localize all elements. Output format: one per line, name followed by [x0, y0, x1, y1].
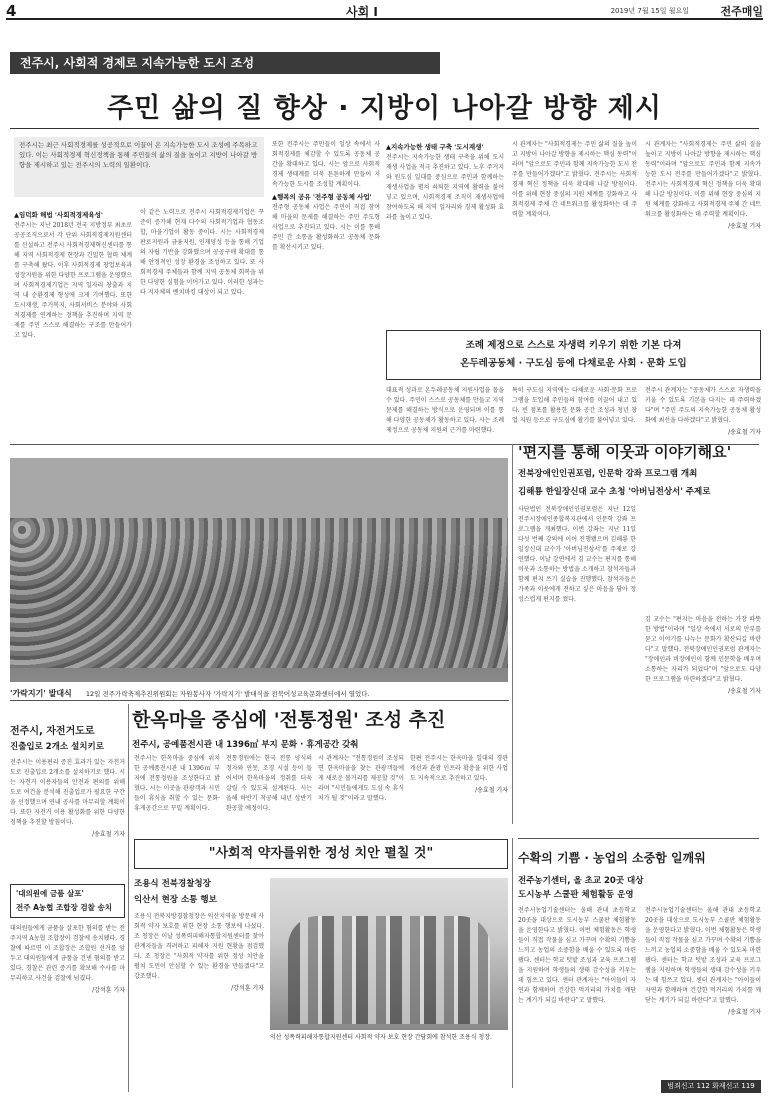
section-name: 사회 Ⅰ: [346, 5, 378, 19]
weak-subhead-2: 익산서 현장 소통 행보: [134, 895, 217, 905]
story1-col2-text: 이 같은 노력으로 전주시 사회적경제기업은 꾸준히 증가해 현재 다수의 사회적기업과 협동조합, 마을기업이 활동 중이다. 시는 사회적경제 판로지원과 금융지원, 인재양성 등을 통해 기업의 자립 기반을 강화했으며 공공구매 확대를 통해 안정적인 성장 환경을 조성하고 있다. 또 사회적경제 주체들과 함께 지역 공동체 회복을 위한 다양한 실험을 이어가고 있다. 이러한 성과는 타 지자체의 벤치마킹 대상이 되고 있다.: [140, 209, 264, 296]
story1-column-5: [512, 140, 637, 325]
harvest-subhead-2: 도시농부 스쿨판 체험활동 운영: [518, 890, 634, 900]
harvest-subhead-1: 전주농기센터, 올 초교 20곳 대상: [518, 876, 644, 886]
story1-subhead-2: ▲행복의 공유 '전주형 공동체 사업': [272, 193, 372, 201]
ordinance-title-1: 조례 제정으로 스스로 자생력 키우기 위한 기본 다져: [465, 340, 682, 351]
story1-col3-text: 또한 전주시는 주민들이 일상 속에서 사회적경제를 체감할 수 있도록 공동체 공간을 확대하고 있다. 시는 앞으로 사회적경제 생태계를 더욱 튼튼하게 만들어 지속가능한 도시를 조성할 계획이다.: [272, 141, 380, 188]
letters-column-2: [645, 615, 761, 815]
emergency-footer: 범죄신고 112 화재신고 119: [661, 1080, 761, 1093]
story1-subhead-3: ▲지속가능한 생태 구축 '도시재생': [386, 143, 484, 151]
bike-subhead: 진출입로 2개소 설치키로: [10, 742, 104, 752]
hanok-column-2: [226, 754, 312, 832]
weak-body-text: 조용식 전북지방경찰청장은 익산지역을 방문해 사회적 약자 보호를 위한 현장 소통 행보에 나섰다. 조 청장은 이날 성폭력피해자통합지원센터를 찾아 관계자들을 격려하고 피해자 지원 현황을 점검했다. 조 청장은 "사회적 약자를 위한 정성 치안을 펼쳐 도민이 안심할 수 있는 환경을 만들겠다"고 강조했다.: [134, 913, 264, 980]
story1-col3b-text: 전주형 공동체 사업은 주민이 직접 참여해 마을의 문제를 해결하는 주민 주도형 사업으로 추진되고 있다. 시는 이를 통해 주민 간 소통을 활성화하고 공동체 문화를 확산시키고 있다.: [272, 204, 380, 251]
event-photo-caption: [10, 688, 508, 699]
letters-subhead-2: 김해룡 한일장신대 교수 초청 '아버님전상서' 주제로: [518, 487, 711, 497]
headline-divider: [10, 128, 759, 129]
photo-group: [288, 916, 490, 1024]
photo-caption-text: 12일 전주가락축제추진위원회는 자원봉사자 '가락지기' 발대식을 전북어성교육문화센터에서 열었다.: [85, 690, 370, 698]
letters-col2-text: 김 교수는 "편지는 마음을 전하는 가장 따뜻한 방법"이라며 "일상 속에서 서로의 안부를 묻고 이야기를 나누는 문화가 확산되길 바란다"고 말했다. 전북장애인인권포럼 관계자는 "장애인과 비장애인이 함께 인문학을 배우며 소통하는 자리가 되었다"며 "앞으로도 다양한 프로그램을 마련하겠다"고 밝혔다.: [645, 616, 761, 683]
ordinance-column-2: [512, 386, 637, 436]
harvest-col1-text: 전주시농업기술센터는 올해 관내 초등학교 20곳을 대상으로 도시농부 스쿨판 체험활동을 운영한다고 밝혔다. 이번 체험활동은 학생들이 직접 작물을 심고 가꾸며 수확의 기쁨을 느끼고 농업의 소중함을 배울 수 있도록 마련됐다. 센터는 학교 텃밭 조성과 교육 프로그램을 지원하며 학생들의 생태 감수성을 키우는 데 힘쓰고 있다. 센터 관계자는 "아이들이 자연과 함께하며 건강한 먹거리의 가치를 깨닫는 계기가 되길 바란다"고 말했다.: [518, 907, 636, 1004]
hanok-column-3: [318, 754, 404, 832]
weak-byline: /강석훈 기자: [231, 985, 264, 992]
story1-col5-text: 시 관계자는 "사회적경제는 주민 삶의 질을 높이고 지방이 나아갈 방향을 제시하는 핵심 동력"이라며 "앞으로도 주민과 함께 지속가능한 도시 전주를 만들어가겠다"고 밝혔다. 전주시는 사회적경제 혁신 정책을 더욱 확대해 나갈 방침이다. 이를 위해 현장 중심의 지원 체계를 강화하고 사회적경제 주체 간 네트워크를 활성화하는 데 주력할 계획이다.: [512, 141, 637, 218]
main-headline: 주민 삶의 질 향상 · 지방이 나아갈 방향 제시: [107, 93, 662, 124]
story1-byline: /송효철 기자: [728, 223, 761, 230]
hanok-col4-text: 한편 전주시는 한옥마을 일대의 경관 개선과 관광 인프라 확충을 위한 사업도 지속적으로 추진하고 있다.: [410, 755, 508, 782]
police-photo-caption: 익산 성폭력피해자통합지원센터 사회적 약자 보호 현장 간담회에 참석한 조용식 청장.: [270, 1034, 492, 1041]
bike-body: [10, 758, 125, 838]
harvest-headline: 수확의 기쁨 · 농업의 소중함 일깨워: [518, 851, 706, 865]
photo-crowd: [10, 518, 508, 668]
story-banner: 전주시, 사회적 경제로 지속가능한 도시 조성: [10, 52, 440, 74]
ordinance-byline: /송효철 기자: [728, 429, 761, 436]
ordinance-title-2: 온두레공동체 · 구도심 등에 다채로운 사회 · 문화 도입: [460, 358, 687, 369]
harvest-column-2: [645, 906, 761, 1074]
hanok-column-1: [134, 754, 220, 832]
paper-name: 전주매일: [720, 5, 763, 18]
column-rule-left: [128, 704, 129, 1092]
ordinance-title-box: [386, 330, 761, 380]
hanok-col3-text: 시 관계자는 "전통정원이 조성되면 한옥마을을 찾는 관광객들에게 새로운 볼거리를 제공할 것"이라며 "시민들에게도 도심 속 휴식처가 될 것"이라고 말했다.: [318, 755, 404, 802]
letters-col1-text: 사단법인 전북장애인인권포럼은 지난 12일 전주시장애인종합복지관에서 인문학 강좌 프로그램을 개최했다. 이번 강좌는 지난 11일 다섯 번째 강의에 이어 진행됐으며 김해룡 한일장신대 교수가 '아버님전상서'를 주제로 강연했다. 이날 강연에서 김 교수는 편지를 통해 이웃과 소통하는 방법을 소개하고 참석자들과 함께 편지 쓰기 실습을 진행했다. 참석자들은 가족과 이웃에게 전하고 싶은 마음을 담아 정성스럽게 편지를 썼다.: [518, 506, 636, 603]
story-lead: 전주시는 최근 사회적경제를 성공적으로 이끌어 온 지속가능한 도시 조성에 주목하고 있다. 이는 사회적경제 혁신정책을 통해 주민들의 삶의 질을 높이고 지방이 나아갈 방향을 제시하고 있는 전주시의 노력의 일환이다.: [14, 137, 264, 197]
story1-column-2: [140, 208, 264, 443]
hanok-col2-text: 전통정원에는 한국 전통 양식의 정자와 연못, 조경 시설 등이 들어서며 한옥마을의 정취를 더욱 살릴 수 있도록 설계된다. 시는 올해 하반기 착공해 내년 상반기 완공할 예정이다.: [226, 755, 312, 812]
ordinance-col2-text: 특히 구도심 지역에는 다채로운 사회·문화 프로그램을 도입해 주민들의 참여를 이끌어 내고 있다. 빈 점포를 활용한 문화 공간 조성과 청년 창업 지원 등으로 구도심에 활기를 불어넣고 있다.: [512, 387, 637, 424]
bike-byline: /송효철 기자: [92, 831, 125, 838]
hanok-subhead: 전주시, 공예품전시관 내 1396㎡ 부지 문화 · 휴게공간 갖춰: [132, 740, 359, 750]
letters-byline: /송효철 기자: [728, 688, 761, 695]
bike-body-text: 전주시는 이용편리 증진 효과가 있는 자전거도로 진출입로 2개소를 설치하기로 했다. 시는 자전거 이용자들의 안전과 편의를 위해 도로 여건을 분석해 진출입로가 필요한 구간을 선정했으며 연내 공사를 마무리할 계획이다. 또한 자전거 이용 활성화를 위한 다양한 정책을 추진할 방침이다.: [10, 759, 125, 826]
harvest-col2-text: 전주시농업기술센터는 올해 관내 초등학교 20곳을 대상으로 도시농부 스쿨판 체험활동을 운영한다고 밝혔다. 이번 체험활동은 학생들이 직접 작물을 심고 가꾸며 수확의 기쁨을 느끼고 농업의 소중함을 배울 수 있도록 마련됐다. 센터는 학교 텃밭 조성과 교육 프로그램을 지원하며 학생들의 생태 감수성을 키우는 데 힘쓰고 있다. 센터 관계자는 "아이들이 자연과 함께하며 건강한 먹거리의 가치를 깨닫는 계기가 되길 바란다"고 말했다.: [645, 907, 761, 1004]
ordinance-column-3: [645, 386, 761, 431]
letters-headline: '편지를 통해 이웃과 이야기해요': [518, 443, 732, 461]
column-rule-bottom: [512, 838, 513, 1088]
hanok-byline: /송효철 기자: [475, 787, 508, 794]
section-divider-3: [518, 838, 759, 839]
ordinance-col3-text: 전주시 관계자는 "공동체가 스스로 자생력을 키울 수 있도록 기본을 다지는 데 주력하겠다"며 "주민 주도의 지속가능한 공동체 활성화에 최선을 다하겠다"고 밝혔다.: [645, 387, 761, 424]
story1-column-1: [14, 208, 132, 443]
election-byline: /강석훈 기자: [92, 987, 125, 994]
weak-subhead-1: 조용식 전북경찰청장: [134, 879, 211, 889]
page-number: 4: [6, 2, 17, 20]
story1-column-4: [386, 140, 504, 325]
weak-headline: "사회적 약자를위한 정성 치안 펼칠 것": [134, 839, 508, 869]
hanok-column-4: [410, 754, 508, 832]
section-divider-2: [10, 700, 509, 701]
photo-background-wall: [10, 458, 508, 518]
page-header: [6, 2, 763, 20]
issue-date: 2019년 7월 15일 월요일: [610, 7, 689, 15]
photo-caption-label: '가락지기' 발대식: [10, 689, 72, 698]
election-title-1: '대의원에 금품 살포': [16, 889, 84, 898]
hanok-col1-text: 전주시는 한옥마을 중심에 위치한 공예품전시관 내 1396㎡ 부지에 전통정원을 조성한다고 밝혔다. 시는 이곳을 관광객과 시민들이 휴식을 취할 수 있는 문화·휴게공간으로 꾸밀 계획이다.: [134, 755, 220, 812]
story1-col6-text: 시 관계자는 "사회적경제는 주민 삶의 질을 높이고 지방이 나아갈 방향을 제시하는 핵심 동력"이라며 "앞으로도 주민과 함께 지속가능한 도시 전주를 만들어가겠다"고 밝혔다. 전주시는 사회적경제 혁신 정책을 더욱 확대해 나갈 방침이다. 이를 위해 현장 중심의 지원 체계를 강화하고 사회적경제 주체 간 네트워크를 활성화하는 데 주력할 계획이다.: [645, 141, 761, 218]
bike-label: 전주시, 자전거도로: [10, 726, 95, 737]
event-photo: [10, 458, 508, 682]
election-body: [10, 924, 125, 1089]
weak-body: [134, 912, 264, 1087]
letters-column-1: [518, 505, 636, 815]
ordinance-column-1: [386, 386, 504, 436]
column-rule-right: [512, 444, 513, 824]
police-photo: [270, 878, 508, 1030]
harvest-column-1: [518, 906, 636, 1076]
story1-col1-text: 전주시는 지난 2018년 전국 지방정부 최초로 공공조직으로서 각 단위 사회적경제지원센터를 신설하고 전주시 사회적경제혁신센터를 통해 지역 사회적경제 현장과 긴밀한 협력 체계를 구축해 왔다. 이후 사회적경제 창업보육과 성장지원을 위한 다양한 프로그램을 운영했으며 사회적경제기업은 지역 일자리 창출과 지역 내 순환경제 형성에 크게 기여했다. 또한 도시재생, 주거복지, 사회서비스 분야와 사회적경제를 연계하는 정책을 추진하며 지역 문제를 주민 스스로 해결하는 구조를 만들어가고 있다.: [14, 222, 132, 339]
election-title-2: 전주 A농협 조합장 검찰 송치: [16, 903, 112, 912]
ordinance-col1-text: 대표적 성과로 온두레공동체 지원사업을 꼽을 수 있다. 주민이 스스로 공동체를 만들고 지역 문제를 해결하는 방식으로 운영되며 이를 통해 다양한 공동체가 활동하고 있다. 시는 조례 제정으로 공동체 지원의 근거를 마련했다.: [386, 387, 504, 434]
hanok-headline: 한옥마을 중심에 '전통정원' 조성 추진: [132, 709, 446, 731]
harvest-byline: /송효철 기자: [728, 1009, 761, 1016]
letters-subhead-1: 전북장애인인권포럼, 인문학 강좌 프로그램 개최: [518, 469, 698, 479]
story1-subhead-1: ▲임덕화 해법 '사회적경제육성': [14, 211, 103, 219]
story1-column-3: [272, 140, 380, 440]
election-title-box: [10, 884, 125, 918]
election-body-text: 대의원들에게 금품을 살포한 혐의를 받는 전주지역 A농협 조합장이 검찰에 송치됐다. 경찰에 따르면 이 조합장은 조합원 선거를 앞두고 대의원들에게 금품을 건넨 혐의를 받고 있다. 경찰은 관련 증거를 확보해 수사를 마무리하고 사건을 검찰에 넘겼다.: [10, 925, 125, 982]
story1-col4-text: 전주시는 지속가능한 생태 구축을 위해 도시재생 사업을 적극 추진하고 있다. 노후 주거지와 원도심 일대를 중심으로 주민과 함께하는 재생사업을 펼쳐 쇠퇴한 지역에 활력을 불어넣고 있으며, 사회적경제 조직이 재생사업에 참여하도록 해 지역 일자리와 경제 활성화 효과를 높이고 있다.: [386, 154, 504, 221]
